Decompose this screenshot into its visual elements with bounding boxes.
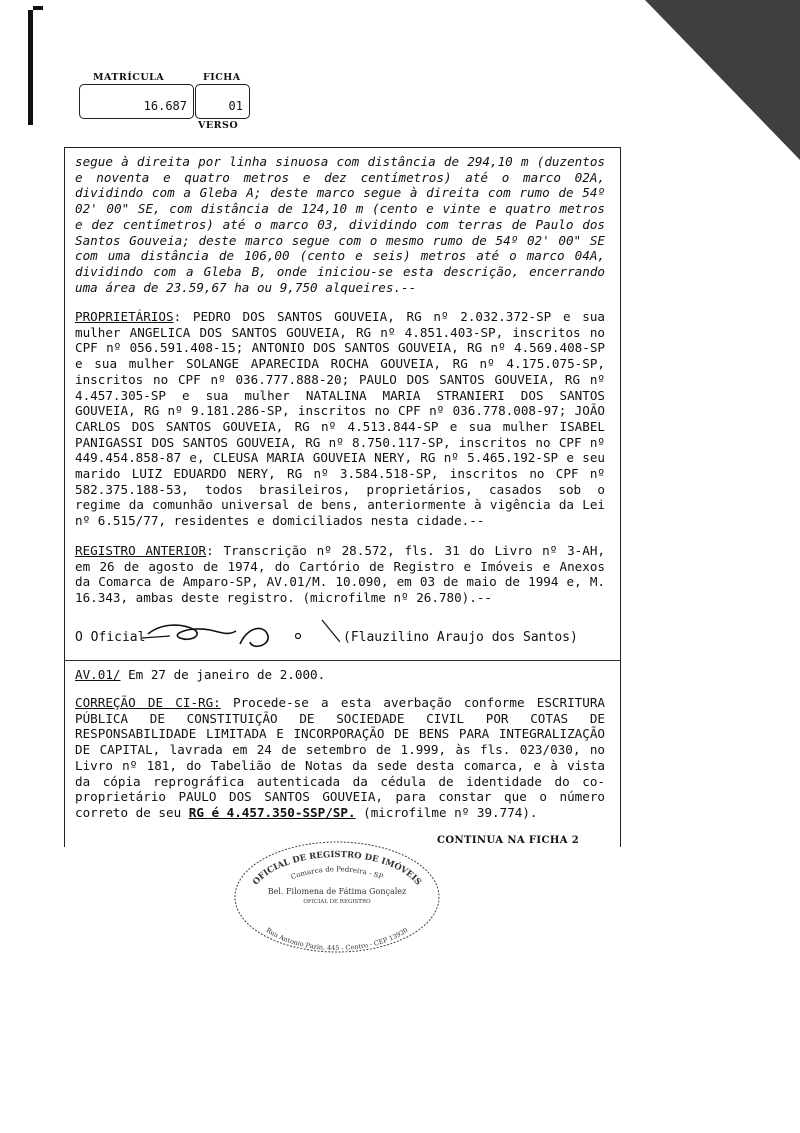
svg-text:Rua Antonio Pazin, 445 - Centr xyxy=(265,926,410,952)
scan-edge-mark xyxy=(28,10,33,125)
scan-corner-shadow xyxy=(645,0,800,160)
av-label: AV.01/ xyxy=(75,667,121,682)
handwritten-signature xyxy=(140,616,340,656)
ficha-box xyxy=(195,84,250,119)
stamp-top-arc: OFICIAL DE REGISTRO DE IMÓVEIS xyxy=(251,850,423,888)
registro-anterior-text: : Transcrição nº 28.572, fls. 31 do Livro nº 3-AH, em 26 de agosto de 1974, do Cartório de Registro e Imóveis e Anexos da Comarca de Amparo-SP, AV.01/M. 10.090, em 03 de maio de 1994 e, M. 16.343, ambas deste registro. (microfilme nº 26.780).-- xyxy=(75,543,605,606)
matricula-box xyxy=(79,84,194,119)
correcao-section xyxy=(75,695,605,821)
matricula-label: MATRÍCULA xyxy=(93,72,165,83)
svg-text:Comarca de Pedreira - SP xyxy=(290,865,385,881)
continua-na-ficha: CONTINUA NA FICHA 2 xyxy=(437,835,580,846)
oficial-name: (Flauzilino Araujo dos Santos) xyxy=(343,630,578,645)
proprietarios-text: : PEDRO DOS SANTOS GOUVEIA, RG nº 2.032.372-SP e sua mulher ANGELICA DOS SANTOS GOUVEIA, RG nº 4.851.403-SP, inscritos no CPF nº 056.591.408-15; ANTONIO DOS SANTOS GOUVEIA, RG nº 4.569.408-SP e sua mulher SOLANGE APARECIDA ROCHA GOUVEIA, RG nº 4.175.075-SP, inscritos no CPF nº 036.777.888-20; PAULO DOS SANTOS GOUVEIA, RG nº 4.457.305-SP e sua mulher NATALINA MARIA STRANIERI DOS SANTOS GOUVEIA, RG nº 9.181.286-SP, inscritos no CPF nº 036.778.008-97; JOÃO CARLOS DOS SANTOS GOUVEIA, RG nº 4.513.844-SP e sua mulher ISABEL PANIGASSI DOS SANTOS GOUVEIA, RG nº 8.750.117-SP, inscritos no CPF nº 449.454.858-87 e, CLEUSA MARIA GOUVEIA NERY, RG nº 5.465.192-SP e seu marido LUIZ EDUARDO NERY, RG nº 3.584.518-SP, inscritos no CPF nº 582.375.188-53, todos brasileiros, proprietários, casados sob o regime da comunhão universal de bens, anteriormente à vigência da Lei nº 6.515/77, residentes e domiciliados nesta cidade.-- xyxy=(75,309,605,529)
ficha-label: FICHA xyxy=(203,72,241,83)
proprietarios-label: PROPRIETÁRIOS xyxy=(75,309,174,324)
averbacao-header xyxy=(75,667,605,683)
correcao-end: (microfilme nº 39.774). xyxy=(355,804,538,820)
av-date: Em 27 de janeiro de 2.000. xyxy=(120,667,326,682)
registro-anterior-section xyxy=(75,543,605,606)
stamp-name: Bel. Filomena de Fátima Gonçalez xyxy=(267,887,407,896)
scan-edge-mark-top xyxy=(33,6,43,10)
property-description: segue à direita por linha sinuosa com distância de 294,10 m (duzentos e noventa e quatro metros e dez centímetros) até o marco 02A, dividindo com a Gleba A; deste marco segue à direita com rumo de 54º 02' 00" SE, com distância de 124,10 m (cento e vinte e quatro metros e dez centímetros) até o marco 03, dividindo com terras de Paulo dos Santos Gouveia; deste marco segue com o mesmo rumo de 54º 02' 00" SE com uma distância de 106,00 (cento e seis) metros até o marco 04A, dividindo com a Gleba B, onde iniciou-se esta descrição, encerrando uma área de 23.59,67 ha ou 9,750 alqueires.-- xyxy=(75,154,605,295)
oficial-label: O Oficial xyxy=(75,630,146,645)
ficha-value: 01 xyxy=(228,99,243,113)
correcao-rg: RG é 4.457.350-SSP/SP. xyxy=(188,804,356,820)
stamp-bottom-arc: Rua Antonio Pazin, 445 - Centro - CEP 13920 xyxy=(264,926,410,953)
correcao-label: CORREÇÃO DE CI-RG: xyxy=(75,695,221,710)
stamp-sub-arc: Comarca de Pedreira - SP xyxy=(289,865,385,882)
registro-anterior-label: REGISTRO ANTERIOR xyxy=(75,543,207,558)
correcao-text: Procede-se a esta averbação conforme ESCRITURA PÚBLICA DE CONSTITUIÇÃO DE SOCIEDADE CIVIL POR COTAS DE RESPONSABILIDADE LIMITADA E INCORPORAÇÃO DE BENS PARA INTEGRALIZAÇÃO DE CAPITAL, lavrada em 24 de setembro de 1.999, às fls. 023/030, no Livro nº 181, do Tabelião de Notas da sede desta comarca, e à vista da cópia reprográfica autenticada da cédula de identidade do co-proprietário PAULO DOS SANTOS GOUVEIA, para constar que o número correto de seu xyxy=(75,695,606,820)
section-divider xyxy=(64,660,620,661)
proprietarios-section xyxy=(75,309,605,529)
registry-stamp xyxy=(232,838,442,956)
verso-label: VERSO xyxy=(198,120,239,131)
matricula-value: 16.687 xyxy=(143,99,187,113)
stamp-role: OFICIAL DE REGISTRO xyxy=(303,899,371,905)
